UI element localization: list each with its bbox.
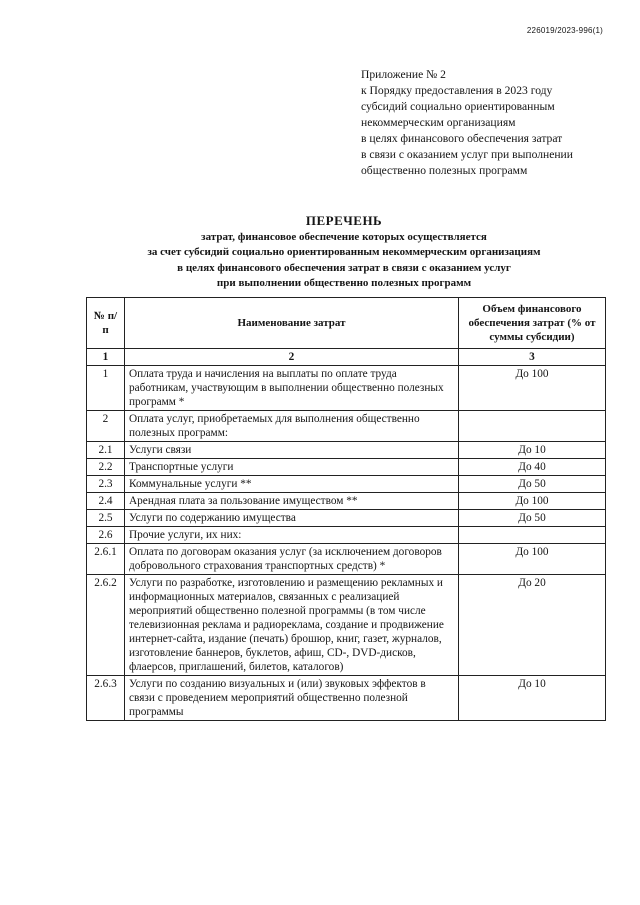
table-row bbox=[87, 493, 606, 510]
document-heading bbox=[80, 213, 608, 292]
row-volume: До 10 bbox=[459, 676, 606, 721]
header-name: Наименование затрат bbox=[125, 298, 459, 349]
table-body bbox=[87, 366, 606, 721]
row-volume: До 20 bbox=[459, 575, 606, 676]
appendix-line: Приложение № 2 bbox=[361, 68, 446, 81]
row-name: Оплата труда и начисления на выплаты по оплате труда работникам, участвующим в выполнении общественно полезных программ * bbox=[125, 366, 459, 411]
row-name: Услуги по содержанию имущества bbox=[125, 510, 459, 527]
row-name: Оплата по договорам оказания услуг (за исключением договоров добровольного страхования транспортных средств) * bbox=[125, 544, 459, 575]
row-name: Услуги связи bbox=[125, 442, 459, 459]
row-volume: До 50 bbox=[459, 476, 606, 493]
row-number: 2.4 bbox=[87, 493, 125, 510]
row-name: Услуги по разработке, изготовлению и размещению рекламных и информационных материалов, связанных с реализацией мероприятий общественно полезной программы (в том числе телевизионная реклама и радиореклама, создание и продвижение интернет-сайта, издание (печать) брошюр, книг, газет, журналов, изготовление баннеров, буклетов, афиш, CD-, DVD-дисков, флаерсов, приглашений, билетов, каталогов) bbox=[125, 575, 459, 676]
page-title: ПЕРЕЧЕНЬ bbox=[305, 213, 383, 228]
row-volume: До 100 bbox=[459, 366, 606, 411]
costs-table bbox=[86, 297, 606, 721]
appendix-line: к Порядку предоставления в 2023 году bbox=[361, 84, 553, 97]
table-row bbox=[87, 510, 606, 527]
column-number: 2 bbox=[125, 349, 459, 366]
table-row bbox=[87, 676, 606, 721]
document-id: 226019/2023-996(1) bbox=[526, 26, 603, 35]
row-name: Прочие услуги, их них: bbox=[125, 527, 459, 544]
table-row bbox=[87, 366, 606, 411]
table-row bbox=[87, 544, 606, 575]
table-header-row bbox=[87, 298, 606, 349]
row-name: Коммунальные услуги ** bbox=[125, 476, 459, 493]
table-row bbox=[87, 527, 606, 544]
row-number: 2 bbox=[87, 411, 125, 442]
table-row bbox=[87, 459, 606, 476]
appendix-line: некоммерческим организациям bbox=[361, 116, 516, 129]
appendix-line: в связи с оказанием услуг при выполнении bbox=[361, 148, 573, 161]
header-num: № п/п bbox=[87, 298, 125, 349]
appendix-line: общественно полезных программ bbox=[361, 164, 528, 177]
table-row bbox=[87, 476, 606, 493]
appendix-line: субсидий социально ориентированным bbox=[361, 100, 555, 113]
heading-line: затрат, финансовое обеспечение которых осуществляется bbox=[201, 230, 487, 243]
column-number: 3 bbox=[459, 349, 606, 366]
row-volume: До 40 bbox=[459, 459, 606, 476]
row-name: Оплата услуг, приобретаемых для выполнения общественно полезных программ: bbox=[125, 411, 459, 442]
row-volume bbox=[459, 527, 606, 544]
row-number: 2.2 bbox=[87, 459, 125, 476]
row-number: 2.5 bbox=[87, 510, 125, 527]
heading-line: при выполнении общественно полезных программ bbox=[216, 277, 472, 289]
row-number: 2.6.3 bbox=[87, 676, 125, 721]
row-volume: До 10 bbox=[459, 442, 606, 459]
row-number: 2.3 bbox=[87, 476, 125, 493]
row-name: Арендная плата за пользование имуществом ** bbox=[125, 493, 459, 510]
row-name: Услуги по созданию визуальных и (или) звуковых эффектов в связи с проведением мероприятий общественно полезной программы bbox=[125, 676, 459, 721]
row-number: 2.6.2 bbox=[87, 575, 125, 676]
row-number: 2.6 bbox=[87, 527, 125, 544]
row-volume: До 50 bbox=[459, 510, 606, 527]
table-row bbox=[87, 411, 606, 442]
heading-line: за счет субсидий социально ориентированным некоммерческим организациям bbox=[147, 246, 541, 258]
row-volume: До 100 bbox=[459, 544, 606, 575]
appendix-line: в целях финансового обеспечения затрат bbox=[361, 132, 563, 145]
heading-line: в целях финансового обеспечения затрат в связи с оказанием услуг bbox=[177, 261, 511, 274]
header-volume: Объем финансового обеспечения затрат (% от суммы субсидии) bbox=[459, 298, 606, 349]
row-number: 2.6.1 bbox=[87, 544, 125, 575]
column-numbers-row bbox=[87, 349, 606, 366]
row-number: 2.1 bbox=[87, 442, 125, 459]
row-name: Транспортные услуги bbox=[125, 459, 459, 476]
appendix-block bbox=[361, 67, 573, 179]
row-number: 1 bbox=[87, 366, 125, 411]
column-number: 1 bbox=[87, 349, 125, 366]
table-row bbox=[87, 575, 606, 676]
table-row bbox=[87, 442, 606, 459]
row-volume bbox=[459, 411, 606, 442]
row-volume: До 100 bbox=[459, 493, 606, 510]
